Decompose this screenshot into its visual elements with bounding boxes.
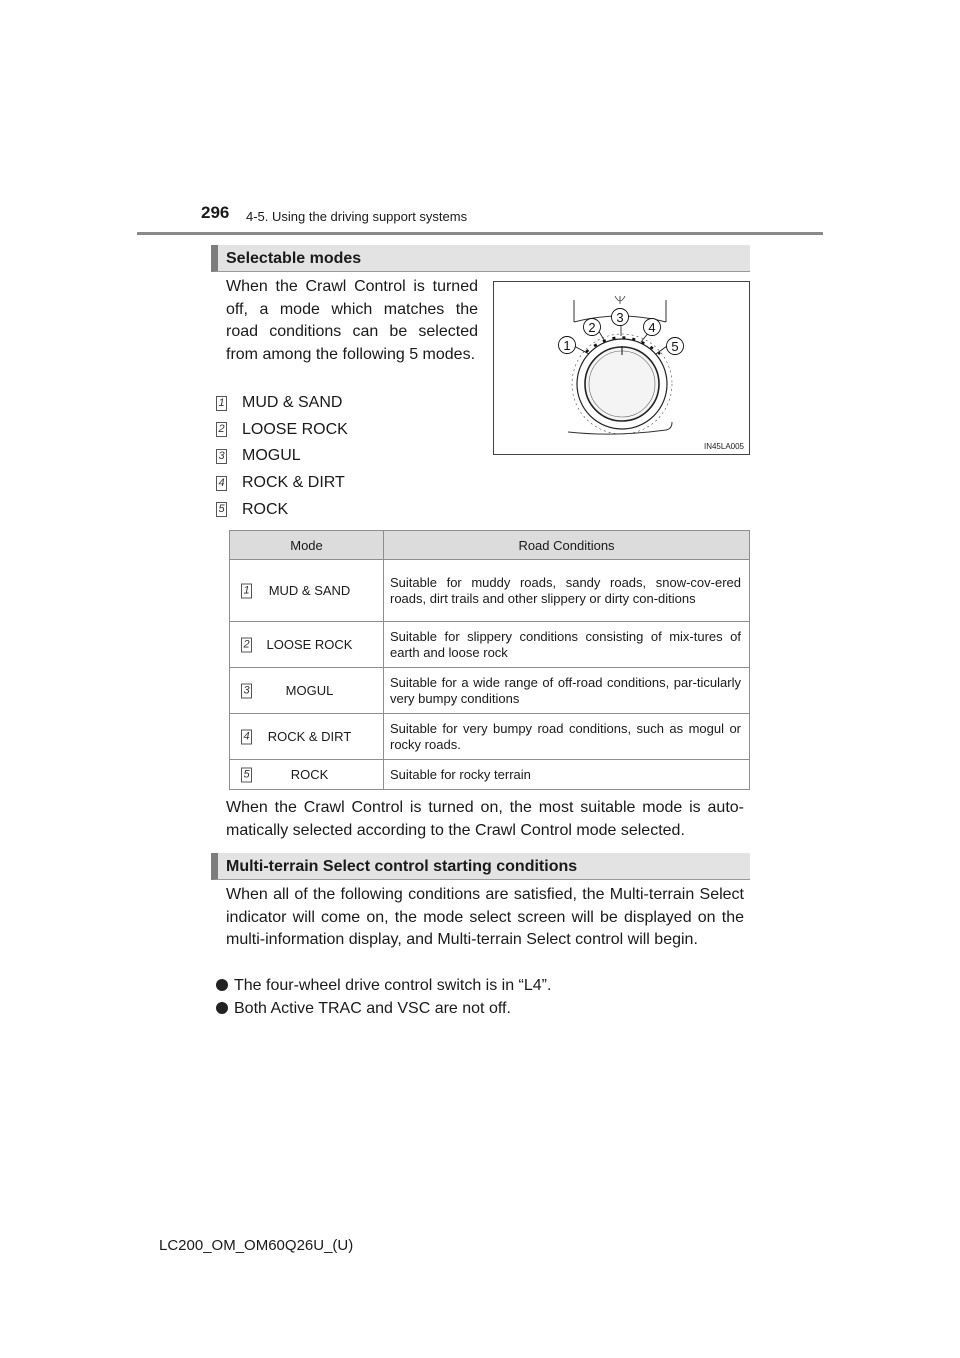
selectable-modes-heading: Selectable modes: [211, 245, 750, 272]
mode-name: MUD & SAND: [268, 583, 351, 598]
table-header-row: [230, 531, 750, 560]
document-code: LC200_OM_OM60Q26U_(U): [159, 1237, 354, 1254]
number-badge: 3: [241, 683, 252, 698]
table-row: [230, 760, 750, 790]
conditions-cell: Suitable for very bumpy road conditions, such as mogul or rocky roads.: [384, 714, 750, 760]
mode-dial-figure: [493, 281, 750, 455]
conditions-cell: Suitable for a wide range of off-road conditions, par-ticularly very bumpy conditions: [384, 668, 750, 714]
table-row: [230, 622, 750, 668]
callout-label: 3: [616, 310, 624, 325]
mode-label: LOOSE ROCK: [242, 420, 348, 438]
mode-cell: [230, 714, 384, 760]
mode-label: ROCK: [242, 500, 289, 518]
table-row: [230, 714, 750, 760]
number-badge: 1: [216, 396, 227, 411]
bullet-dot-icon: [216, 1002, 228, 1014]
mode-table: [229, 530, 750, 790]
column-header-mode: Mode: [230, 531, 384, 560]
number-badge: 1: [241, 583, 252, 598]
number-badge: 2: [241, 637, 252, 652]
mode-list-item: [216, 417, 348, 444]
starting-conditions-intro: When all of the following conditions are satisfied, the Multi-terrain Select indicator will come on, the mode select screen will be displayed on the multi-information display, and Multi-terrain Select control will begin.: [226, 886, 744, 948]
mode-label: MOGUL: [242, 447, 301, 465]
condition-bullet: [216, 998, 511, 1020]
mode-cell: [230, 760, 384, 790]
figure-code: IN45LA005: [703, 442, 744, 451]
number-badge: 5: [216, 502, 227, 517]
number-badge: 5: [241, 767, 252, 782]
mode-list-item: [216, 496, 348, 523]
mode-label: ROCK & DIRT: [242, 474, 345, 492]
mode-name: MOGUL: [285, 683, 334, 698]
starting-conditions-heading: Multi-terrain Select control starting conditions: [211, 853, 750, 880]
mode-label: MUD & SAND: [242, 394, 343, 412]
crawl-control-note: When the Crawl Control is turned on, the most suitable mode is auto-matically selected according to the Crawl Control mode selected.: [226, 799, 744, 839]
callout-label: 1: [563, 338, 571, 353]
callout-label: 4: [648, 320, 656, 335]
mode-dial-illustration: [494, 282, 749, 454]
mode-cell: [230, 622, 384, 668]
column-header-road-conditions: Road Conditions: [384, 531, 750, 560]
number-badge: 2: [216, 422, 227, 437]
selectable-modes-intro: When the Crawl Control is turned off, a mode which matches the road conditions can be selected from among the following 5 modes.: [226, 278, 478, 363]
page-number: 296: [201, 203, 230, 222]
bullet-dot-icon: [216, 979, 228, 991]
mode-name: ROCK & DIRT: [267, 729, 352, 744]
mode-name: ROCK: [290, 767, 329, 782]
header-rule: [137, 232, 823, 235]
mode-list-item: [216, 470, 348, 497]
section-path: 4-5. Using the driving support systems: [246, 209, 468, 224]
table-row: [230, 560, 750, 622]
mode-list-item: [216, 443, 348, 470]
table-row: [230, 668, 750, 714]
condition-text: The four-wheel drive control switch is in “L4”.: [234, 977, 552, 994]
conditions-cell: Suitable for muddy roads, sandy roads, snow-cov-ered roads, dirt trails and other slippery or dirty con-ditions: [384, 560, 750, 622]
mode-cell: [230, 560, 384, 622]
condition-text: Both Active TRAC and VSC are not off.: [234, 1000, 511, 1017]
conditions-cell: Suitable for rocky terrain: [384, 760, 750, 790]
mode-cell: [230, 668, 384, 714]
number-badge: 4: [241, 729, 252, 744]
conditions-cell: Suitable for slippery conditions consisting of mix-tures of earth and loose rock: [384, 622, 750, 668]
number-badge: 3: [216, 449, 227, 464]
mode-list: [216, 390, 348, 523]
number-badge: 4: [216, 476, 227, 491]
callout-label: 2: [588, 320, 596, 335]
mode-name: LOOSE ROCK: [266, 637, 353, 652]
mode-list-item: [216, 390, 348, 417]
condition-bullet: [216, 975, 551, 997]
callout-label: 5: [671, 339, 679, 354]
